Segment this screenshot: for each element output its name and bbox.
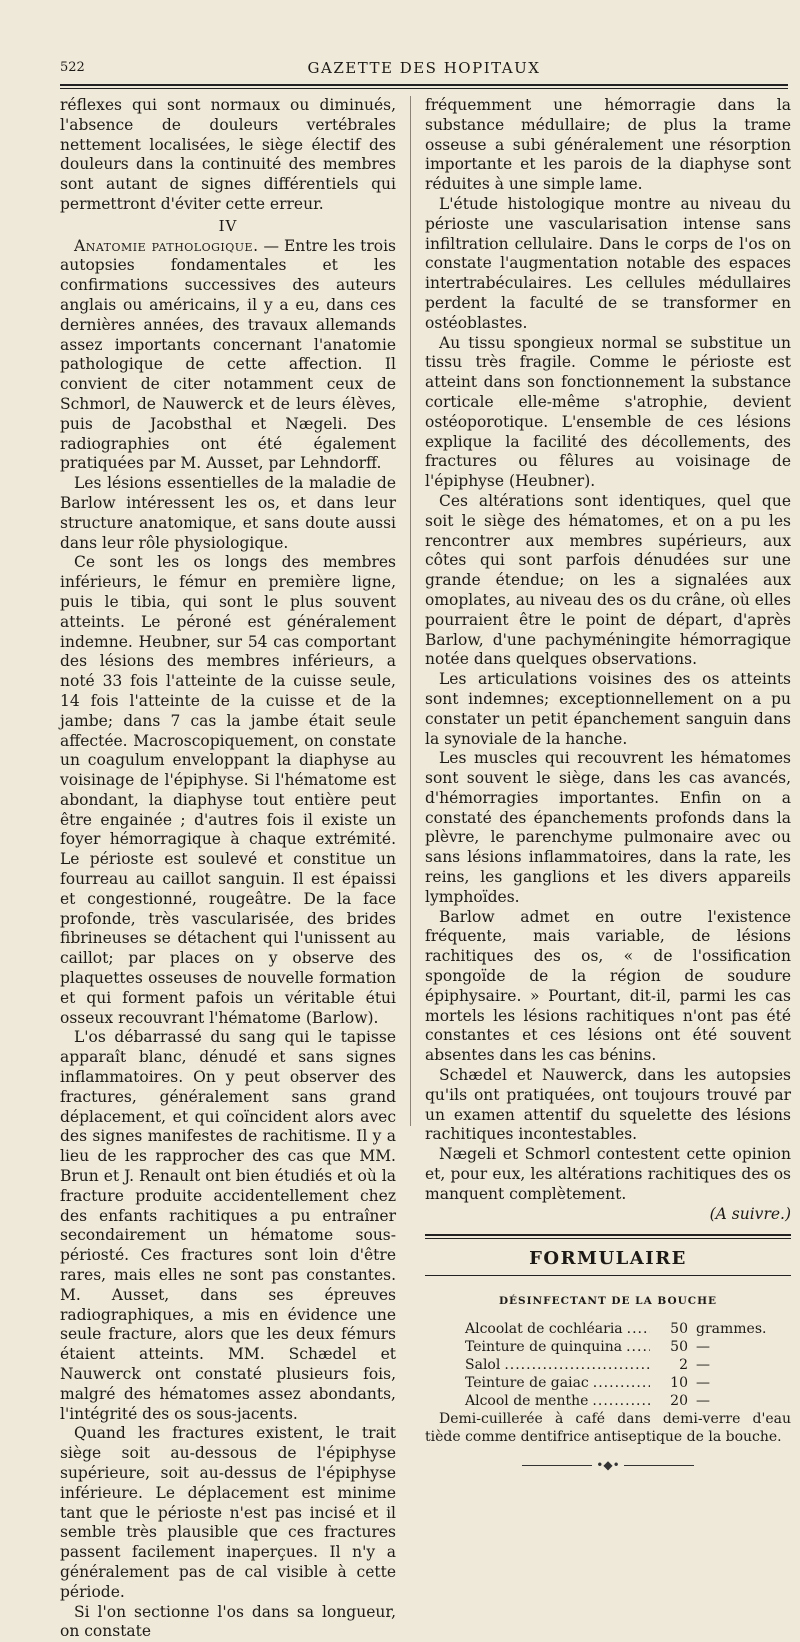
paragraph: L'étude histologique montre au niveau du périoste une vascularisation intense sans infiltration cellulaire. Dans le corps de l'os on constate l'augmentation notable des espaces intertrabéculaires. Les cellules médullaires perdent la faculté de se transformer en ostéoblastes. <box>425 194 791 332</box>
ornament-line-left <box>522 1465 592 1466</box>
paragraph: Si l'on sectionne l'os dans sa longueur, on constate <box>60 1602 396 1641</box>
ingredient-qty: 50 <box>670 1321 688 1338</box>
paragraph: Quand les fractures existent, le trait siège soit au-dessous de l'épiphyse supérieure, soit au-dessus de l'épiphyse inférieure. Le déplacement est minime tant que le périoste n'est pas incisé et il semble très plausible que ces fractures passent facilement inaperçues. Il n'y a généralement pas de cal visible à cette période. <box>60 1424 396 1601</box>
leader-dots <box>593 1374 650 1392</box>
ingredient-unit: — <box>696 1339 710 1356</box>
formulaire-rule-thin <box>425 1275 791 1276</box>
ingredient-name: Salol <box>465 1357 501 1374</box>
page-title: GAZETTE DES HOPITAUX <box>307 59 541 77</box>
page-number: 522 <box>60 60 85 75</box>
leader-dots <box>504 1356 650 1374</box>
paragraph: Les articulations voisines des os atteints sont indemnes; exceptionnellement on a pu constater un petit épanchement sanguin dans la synoviale de la hanche. <box>425 670 791 748</box>
ingredient-name: Alcool de menthe <box>465 1393 589 1410</box>
ingredient-name: Teinture de gaiac <box>465 1375 589 1392</box>
ingredient-row <box>425 1374 791 1392</box>
paragraph: Schædel et Nauwerck, dans les autopsies qu'ils ont pratiquées, ont toujours trouvé par un examen attentif du squelette des lésions rachitiques incontestables. <box>425 1066 791 1144</box>
paragraph: Ce sont les os longs des membres inférieurs, le fémur en première ligne, puis le tibia, qui sont le plus souvent atteints. Le péroné est généralement indemne. Heubner, sur 54 cas comportant des lésions des membres inférieurs, a noté 33 fois l'atteinte de la cuisse seule, 14 fois l'atteinte de la cuisse et de la jambe; dans 7 cas la jambe était seule affectée. Macroscopiquement, on constate un coagulum enveloppant la diaphyse au voisinage de l'épiphyse. Si l'hématome est abondant, la diaphyse tout entière peut être engainée ; d'autres fois il existe un foyer hémorragique à chaque extrémité. Le périoste est soulevé et constitue un fourreau au caillot sanguin. Il est épaissi et congestionné, rougeâtre. De la face profonde, très vascularisée, des brides fibrineuses se détachent qui l'unissent au caillot; par places on y observe des plaquettes osseuses de nouvelle formation et qui forment pafois un véritable étui osseux recouvrant l'hématome (Barlow). <box>60 553 396 1027</box>
page-header <box>60 60 788 82</box>
column-divider <box>410 96 411 1126</box>
leader-dots <box>592 1392 650 1410</box>
ingredient-row <box>425 1392 791 1410</box>
paragraph: Au tissu spongieux normal se substitue un tissu très fragile. Comme le périoste est atteint dans son fonctionnement la substance corticale elle-même s'atrophie, devient ostéoporotique. L'ensemble de ces lésions explique la facilité des décollements, des fractures ou fêlures au voisinage de l'épiphyse (Heubner). <box>425 333 791 491</box>
ingredient-unit: grammes. <box>696 1321 767 1338</box>
ingredient-name: Alcoolat de cochléaria <box>465 1321 623 1338</box>
ingredient-qty: 20 <box>670 1393 688 1410</box>
left-column <box>60 96 396 1642</box>
ingredient-qty: 2 <box>679 1357 688 1374</box>
paragraph-anatomie <box>60 237 396 475</box>
ingredient-qty: 10 <box>670 1375 688 1392</box>
leader-dots <box>627 1320 650 1338</box>
usage-instructions: Demi-cuillerée à café dans demi-verre d'eau tiède comme dentifrice antiseptique de la bouche. <box>425 1411 791 1446</box>
ingredient-row <box>425 1320 791 1338</box>
to-be-continued: (A suivre.) <box>709 1204 791 1223</box>
ingredient-row <box>425 1356 791 1374</box>
paragraph-text: — Entre les trois autopsies fondamentales et les confirmations successives des auteurs anglais ou américains, il y a eu, dans ces dernières années, des travaux allemands assez importants concernant l'anatomie pathologique de cette affection. Il convient de citer notamment ceux de Schmorl, de Nauwerck et de leurs élèves, puis de Jacobsthal et Nægeli. Des radiographies ont été également pratiquées par M. Ausset, par Lehndorff. <box>60 236 396 473</box>
paragraph: Les muscles qui recouvrent les hématomes sont souvent le siège, dans les cas avancés, d'hémorragies importantes. Enfin on a constaté des épanchements profonds dans la plèvre, le parenchyme pulmonaire avec ou sans lésions inflammatoires, dans la rate, les reins, les ganglions et les divers appareils lymphoïdes. <box>425 749 791 906</box>
paragraph: L'os débarrassé du sang qui le tapisse apparaît blanc, dénudé et sans signes inflammatoires. On y peut observer des fractures, généralement sans grand déplacement, et qui coïncident alors avec des signes manifestes de rachitisme. Il y a lieu de les rapprocher des cas que MM. Brun et J. Renault ont bien étudiés et où la fracture produite accidentellement chez des enfants rachitiques a pu entraîner secondairement un hématome sous-périosté. Ces fractures sont loin d'être rares, mais elles ne sont pas constantes. M. Ausset, dans ses épreuves radiographiques, a mis en évidence une seule fracture, alors que les deux fémurs étaient atteints. MM. Schædel et Nauwerck ont constaté plusieurs fois, malgré des hématomes assez abondants, l'intégrité des os sous-jacents. <box>60 1028 396 1423</box>
leader-dots <box>626 1338 650 1356</box>
header-rule <box>60 84 788 89</box>
ingredient-unit: — <box>696 1357 710 1374</box>
paragraph: réflexes qui sont normaux ou diminués, l'absence de douleurs vertébrales nettement localisées, le siège électif des douleurs dans la continuité des membres sont autant de signes différentiels qui permettront d'éviter cette erreur. <box>60 96 396 213</box>
right-column <box>425 96 791 1476</box>
ingredient-qty: 50 <box>670 1339 688 1356</box>
section-number: IV <box>218 216 238 235</box>
section-heading: Anatomie pathologique. <box>74 236 259 255</box>
ingredient-row <box>425 1338 791 1356</box>
formulaire-rule <box>425 1234 791 1239</box>
ingredient-name: Teinture de quinquina <box>465 1339 623 1356</box>
paragraph: fréquemment une hémorragie dans la substance médullaire; de plus la trame osseuse a subi généralement une résorption importante et les parois de la diaphyse sont réduites à une simple lame. <box>425 96 791 194</box>
ingredient-unit: — <box>696 1393 710 1410</box>
recipe-title: DÉSINFECTANT DE LA BOUCHE <box>498 1295 718 1308</box>
fleuron-ornament <box>425 1456 791 1476</box>
ornament-line-right <box>624 1465 694 1466</box>
formulaire-title: FORMULAIRE <box>529 1248 687 1270</box>
ingredient-unit: — <box>696 1375 710 1392</box>
paragraph: Nægeli et Schmorl contestent cette opinion et, pour eux, les altérations rachitiques des os manquent complètement. <box>425 1145 791 1203</box>
paragraph: Barlow admet en outre l'existence fréquente, mais variable, de lésions rachitiques des os, « de l'ossification spongoïde de la région de soudure épiphysaire. » Pourtant, dit-il, parmi les cas mortels les lésions rachitiques n'ont pas été constantes et ces lésions ont été souvent absentes dans les cas bénins. <box>425 907 791 1065</box>
paragraph: Ces altérations sont identiques, quel que soit le siège des hématomes, et on a pu les rencontrer aux membres supérieurs, aux côtes qui sont parfois dénudées sur une grande étendue; on les a signalées aux omoplates, au niveau des os du crâne, où elles pourraient être le point de départ, d'après Barlow, d'une pachyméningite hémorragique notée dans quelques observations. <box>425 491 791 669</box>
paragraph: Les lésions essentielles de la maladie de Barlow intéressent les os, et dans leur structure anatomique, et sans doute aussi dans leur rôle physiologique. <box>60 474 396 552</box>
ornament-glyph: •◆• <box>596 1458 620 1473</box>
ingredient-list <box>425 1320 791 1410</box>
